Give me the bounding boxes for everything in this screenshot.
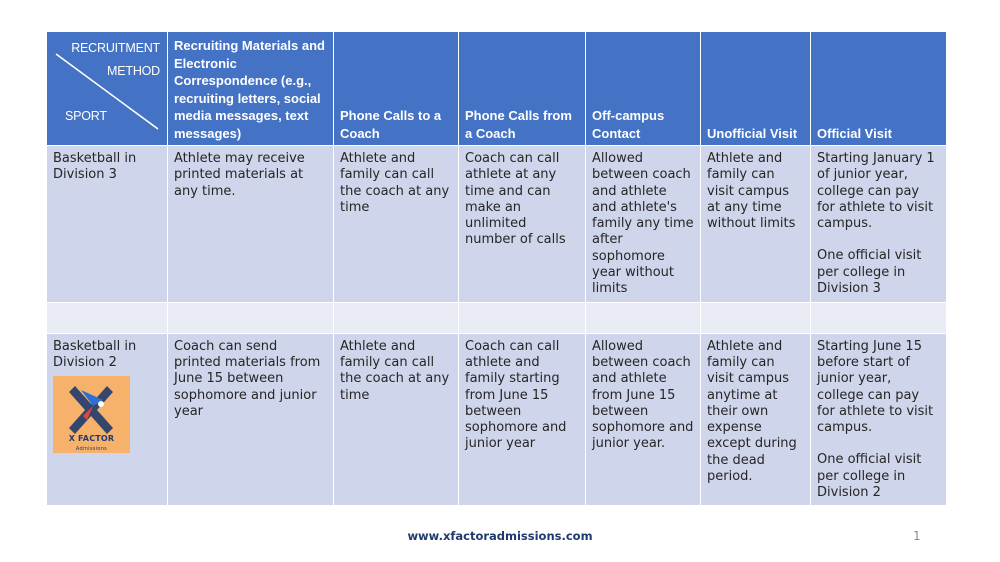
off-campus-cell: Allowed between coach and athlete and athlete's family any time after sophomore year without limits: [586, 146, 701, 303]
official-visit-cell: [811, 146, 947, 303]
calls-from-coach-cell: Coach can call athlete at any time and can make an unlimited number of calls: [459, 146, 586, 303]
x-factor-logo: [53, 376, 130, 453]
official-visit-text: Starting January 1 of junior year, college can pay for athlete to visit campus.: [817, 151, 935, 232]
recruitment-table: [46, 31, 947, 506]
column-header-calls-from-coach: Phone Calls from a Coach: [459, 32, 586, 146]
corner-label-recruitment: RECRUITMENT: [71, 41, 160, 55]
calls-to-coach-cell: Athlete and family can call the coach at any time: [334, 333, 459, 506]
column-header-official-visit: Official Visit: [811, 32, 947, 146]
sport-cell: Basketball in Division 3: [47, 146, 168, 303]
official-visit-cell: [811, 333, 947, 506]
unofficial-visit-cell: Athlete and family can visit campus at any time without limits: [701, 146, 811, 303]
official-visit-limit: One official visit per college in Division 3: [817, 248, 922, 297]
spacer-row: [47, 302, 947, 333]
logo-name: X FACTOR: [68, 434, 115, 444]
logo-subtitle: Admissions: [75, 446, 108, 453]
page-number: 1: [913, 529, 921, 543]
column-header-calls-to-coach: Phone Calls to a Coach: [334, 32, 459, 146]
sport-cell: [47, 333, 168, 506]
materials-cell: Coach can send printed materials from June 15 between sophomore and junior year: [168, 333, 334, 506]
calls-from-coach-cell: Coach can call athlete and family starting from June 15 between sophomore and junior year: [459, 333, 586, 506]
column-header-unofficial-visit: Unofficial Visit: [701, 32, 811, 146]
official-visit-limit: One official visit per college in Division 2: [817, 452, 922, 501]
header-row: [47, 32, 947, 146]
sport-label: Basketball in Division 2: [53, 338, 137, 370]
table-row: [47, 146, 947, 303]
footer-website-link[interactable]: www.xfactoradmissions.com: [407, 529, 593, 543]
unofficial-visit-cell: Athlete and family can visit campus anytime at their own expense except during the dead period.: [701, 333, 811, 506]
column-header-materials: Recruiting Materials and Electronic Correspondence (e.g., recruiting letters, social media messages, text messages): [168, 32, 334, 146]
corner-header-cell: [47, 32, 168, 146]
corner-label-method: METHOD: [107, 64, 160, 78]
corner-label-sport: SPORT: [65, 109, 107, 123]
calls-to-coach-cell: Athlete and family can call the coach at any time: [334, 146, 459, 303]
column-header-off-campus: Off-campus Contact: [586, 32, 701, 146]
materials-cell: Athlete may receive printed materials at any time.: [168, 146, 334, 303]
official-visit-text: Starting June 15 before start of junior year, college can pay for athlete to visit campus.: [817, 338, 934, 436]
off-campus-cell: Allowed between coach and athlete from June 15 between sophomore and junior year.: [586, 333, 701, 506]
table-row: [47, 333, 947, 506]
